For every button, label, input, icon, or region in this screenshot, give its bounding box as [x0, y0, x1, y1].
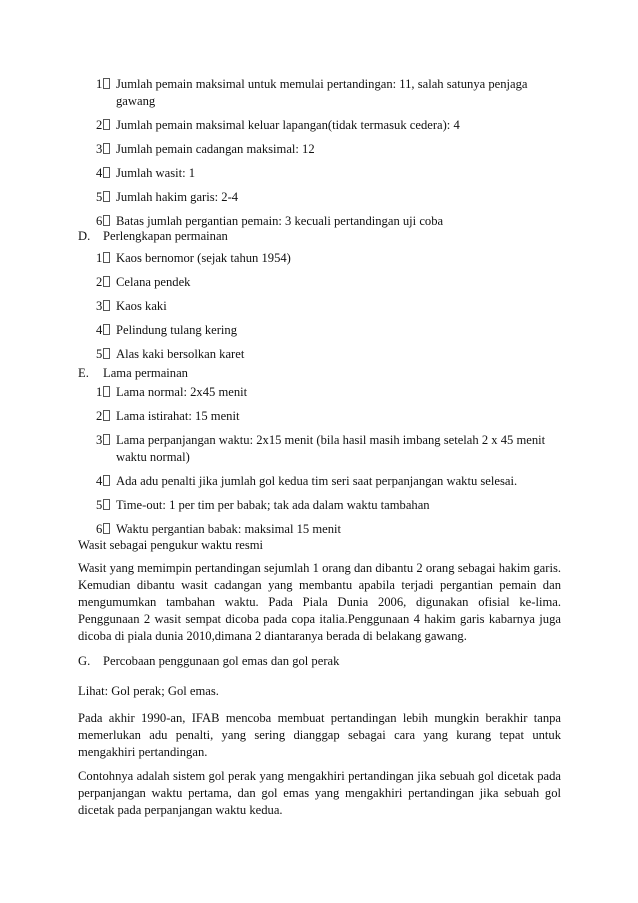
list-item: 4 Pelindung tulang kering: [96, 323, 238, 337]
list-item: 2 Jumlah pemain maksimal keluar lapangan(tidak termasuk cedera): 4: [96, 118, 460, 132]
missing-glyph-icon: [103, 78, 110, 89]
missing-glyph-icon: [103, 348, 110, 359]
list-item: 1 Kaos bernomor (sejak tahun 1954): [96, 251, 291, 265]
missing-glyph-icon: [103, 386, 110, 397]
list-item: 3 Lama perpanjangan waktu: 2x15 menit (bila hasil masih imbang setelah 2 x 45 menit waktu normal): [96, 433, 546, 464]
rules-list: [96, 76, 566, 237]
missing-glyph-icon: [103, 252, 110, 263]
missing-glyph-icon: [103, 119, 110, 130]
list-item: 3 Jumlah pemain cadangan maksimal: 12: [96, 142, 315, 156]
missing-glyph-icon: [103, 410, 110, 421]
list-item: 5 Time-out: 1 per tim per babak; tak ada dalam waktu tambahan: [96, 498, 430, 512]
section-heading-e: E. Lama permainan: [78, 366, 188, 380]
list-item: 2 Celana pendek: [96, 275, 191, 289]
paragraph-ifab: Pada akhir 1990-an, IFAB mencoba membuat pertandingan lebih mungkin berakhir tanpa memerlukan adu penalti, yang sering dianggap sebagai cara yang kurang tepat untuk mengakhiri pertandingan.: [78, 711, 561, 759]
paragraph-see-also: Lihat: Gol perak; Gol emas.: [78, 684, 219, 698]
missing-glyph-icon: [103, 324, 110, 335]
paragraph-golden-silver-goal: Contohnya adalah sistem gol perak yang mengakhiri pertandingan jika sebuah gol dicetak pada perpanjangan waktu pertama, dan gol emas yang mengakhiri pertandingan jika sebuah gol dicetak pada perpanjangan waktu kedua.: [78, 769, 561, 817]
list-item: 4 Jumlah wasit: 1: [96, 166, 196, 180]
missing-glyph-icon: [103, 215, 110, 226]
missing-glyph-icon: [103, 475, 110, 486]
missing-glyph-icon: [103, 499, 110, 510]
section-heading-g: G. Percobaan penggunaan gol emas dan gol perak: [78, 654, 340, 668]
missing-glyph-icon: [103, 276, 110, 287]
list-item: 2 Lama istirahat: 15 menit: [96, 409, 240, 423]
list-item: 5 Alas kaki bersolkan karet: [96, 347, 245, 361]
missing-glyph-icon: [103, 300, 110, 311]
list-item: 1 Lama normal: 2x45 menit: [96, 385, 248, 399]
section-heading-d: D. Perlengkapan permainan: [78, 229, 228, 243]
missing-glyph-icon: [103, 191, 110, 202]
paragraph-referee-timekeeper: Wasit sebagai pengukur waktu resmi: [78, 538, 264, 552]
missing-glyph-icon: [103, 143, 110, 154]
duration-list: [96, 384, 566, 545]
missing-glyph-icon: [103, 523, 110, 534]
list-item: 1 Jumlah pemain maksimal untuk memulai pertandingan: 11, salah satunya penjaga gawang: [96, 77, 528, 108]
equipment-list: [96, 250, 566, 370]
list-item: 5 Jumlah hakim garis: 2-4: [96, 190, 239, 204]
list-item: 4 Ada adu penalti jika jumlah gol kedua tim seri saat perpanjangan waktu selesai.: [96, 474, 518, 488]
paragraph-referees: Wasit yang memimpin pertandingan sejumlah 1 orang dan dibantu 2 orang sebagai hakim garis. Kemudian dibantu wasit cadangan yang membantu apabila terjadi pergantian pemain dan mengumumkan tambahan waktu. Pada Piala Dunia 2006, digunakan ofisial ke-lima. Penggunaan 2 wasit sempat dicoba pada copa italia.Penggunaan 4 hakim garis kabarnya juga dicoba di piala dunia 2010,dimana 2 diantaranya berada di belakang gawang.: [78, 561, 561, 643]
list-item: 6 Waktu pergantian babak: maksimal 15 menit: [96, 522, 342, 536]
missing-glyph-icon: [103, 434, 110, 445]
list-item: 6 Batas jumlah pergantian pemain: 3 kecuali pertandingan uji coba: [96, 214, 444, 228]
missing-glyph-icon: [103, 167, 110, 178]
list-item: 3 Kaos kaki: [96, 299, 167, 313]
